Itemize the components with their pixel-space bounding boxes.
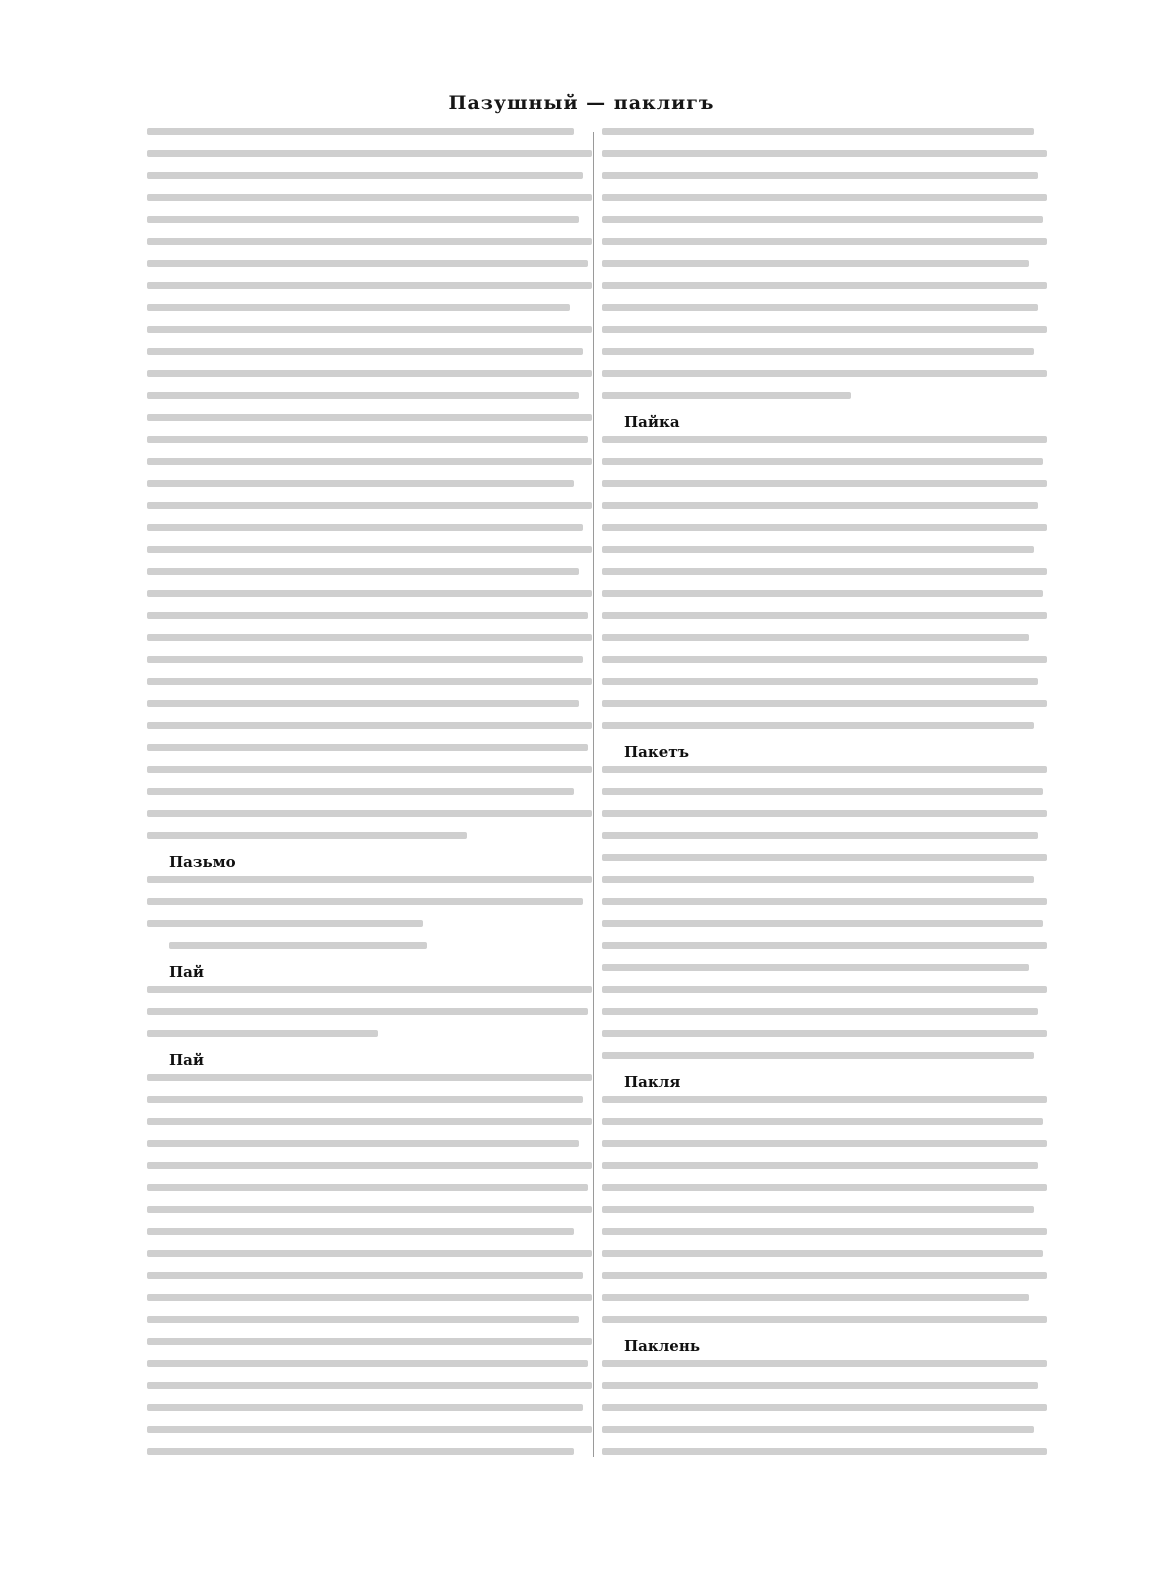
text-line — [147, 1074, 592, 1081]
text-line — [147, 876, 592, 883]
entry-headword: Пазьмо — [169, 853, 236, 871]
text-line — [602, 1404, 1047, 1411]
entry-headword: Пай — [169, 1051, 205, 1069]
text-line — [147, 1250, 592, 1257]
text-line — [147, 1338, 592, 1345]
text-line — [602, 1118, 1043, 1125]
text-line — [147, 1426, 592, 1433]
text-line — [147, 392, 579, 399]
text-line — [602, 832, 1038, 839]
text-line — [147, 260, 588, 267]
text-line — [602, 1052, 1034, 1059]
text-line — [147, 1360, 588, 1367]
text-line — [602, 678, 1038, 685]
text-line — [602, 458, 1043, 465]
text-line — [602, 238, 1047, 245]
text-line — [602, 128, 1034, 135]
text-line — [147, 1448, 574, 1455]
text-line — [147, 1162, 592, 1169]
text-line — [602, 964, 1029, 971]
text-line — [147, 634, 592, 641]
entry-headword: Пайка — [624, 413, 680, 431]
text-line — [147, 1228, 574, 1235]
text-line — [602, 854, 1047, 861]
text-line — [602, 766, 1047, 773]
text-line — [147, 436, 588, 443]
text-line — [602, 656, 1047, 663]
text-line — [147, 788, 574, 795]
text-line — [602, 568, 1047, 575]
text-line — [602, 480, 1047, 487]
text-line — [147, 194, 592, 201]
text-line — [147, 568, 579, 575]
text-line — [602, 942, 1047, 949]
text-line — [602, 1096, 1047, 1103]
text-line — [169, 942, 427, 949]
text-line — [602, 1206, 1034, 1213]
text-line — [602, 722, 1034, 729]
text-line — [602, 260, 1029, 267]
text-line — [147, 546, 592, 553]
text-line — [147, 1096, 583, 1103]
text-line — [147, 128, 574, 135]
text-line — [602, 1140, 1047, 1147]
text-line — [147, 1030, 378, 1037]
text-line — [147, 1206, 592, 1213]
text-line — [147, 1140, 579, 1147]
text-line — [147, 304, 570, 311]
text-line — [602, 370, 1047, 377]
text-line — [147, 1118, 592, 1125]
text-line — [602, 392, 851, 399]
text-line — [147, 370, 592, 377]
text-line — [602, 920, 1043, 927]
text-line — [602, 612, 1047, 619]
text-line — [602, 216, 1043, 223]
text-line — [602, 788, 1043, 795]
text-line — [147, 414, 592, 421]
right-column — [602, 128, 1047, 1463]
running-head: Пазушный — паклигъ — [448, 92, 715, 114]
text-line — [147, 1404, 583, 1411]
text-line — [602, 1360, 1047, 1367]
text-line — [147, 766, 592, 773]
entry-headword: Пакля — [624, 1073, 681, 1091]
left-column — [147, 128, 592, 1463]
text-line — [602, 1184, 1047, 1191]
text-line — [602, 282, 1047, 289]
text-line — [147, 1008, 588, 1015]
text-line — [147, 1294, 592, 1301]
text-line — [602, 1008, 1038, 1015]
text-line — [602, 546, 1034, 553]
text-line — [602, 194, 1047, 201]
text-line — [147, 238, 592, 245]
text-line — [602, 1316, 1047, 1323]
text-line — [147, 172, 583, 179]
text-line — [147, 678, 592, 685]
text-line — [147, 920, 423, 927]
text-line — [602, 1426, 1034, 1433]
text-line — [602, 986, 1047, 993]
text-line — [602, 172, 1038, 179]
text-line — [147, 216, 579, 223]
text-line — [602, 1272, 1047, 1279]
text-line — [147, 898, 583, 905]
text-line — [147, 810, 592, 817]
text-line — [147, 986, 592, 993]
text-line — [602, 150, 1047, 157]
text-line — [602, 700, 1047, 707]
text-line — [602, 1030, 1047, 1037]
text-line — [602, 1250, 1043, 1257]
text-line — [147, 282, 592, 289]
text-line — [147, 150, 592, 157]
text-line — [147, 1382, 592, 1389]
text-line — [147, 832, 467, 839]
text-line — [602, 326, 1047, 333]
text-line — [147, 656, 583, 663]
text-line — [147, 722, 592, 729]
text-line — [602, 1162, 1038, 1169]
text-line — [602, 304, 1038, 311]
text-line — [147, 612, 588, 619]
text-line — [147, 590, 592, 597]
text-line — [602, 436, 1047, 443]
column-divider — [593, 132, 594, 1457]
text-line — [147, 1184, 588, 1191]
text-line — [602, 348, 1034, 355]
entry-headword: Пай — [169, 963, 205, 981]
text-line — [602, 590, 1043, 597]
text-line — [147, 1316, 579, 1323]
text-line — [602, 810, 1047, 817]
text-line — [602, 1448, 1047, 1455]
text-line — [602, 1294, 1029, 1301]
entry-headword: Паклень — [624, 1337, 700, 1355]
text-line — [147, 326, 592, 333]
text-line — [602, 524, 1047, 531]
text-line — [602, 898, 1047, 905]
text-line — [602, 502, 1038, 509]
text-line — [602, 1228, 1047, 1235]
text-line — [147, 1272, 583, 1279]
text-line — [147, 502, 592, 509]
entry-headword: Пакетъ — [624, 743, 690, 761]
text-line — [147, 348, 583, 355]
text-line — [147, 480, 574, 487]
text-line — [602, 1382, 1038, 1389]
text-line — [147, 744, 588, 751]
text-line — [602, 876, 1034, 883]
text-line — [147, 524, 583, 531]
text-line — [147, 458, 592, 465]
text-line — [147, 700, 579, 707]
text-line — [602, 634, 1029, 641]
